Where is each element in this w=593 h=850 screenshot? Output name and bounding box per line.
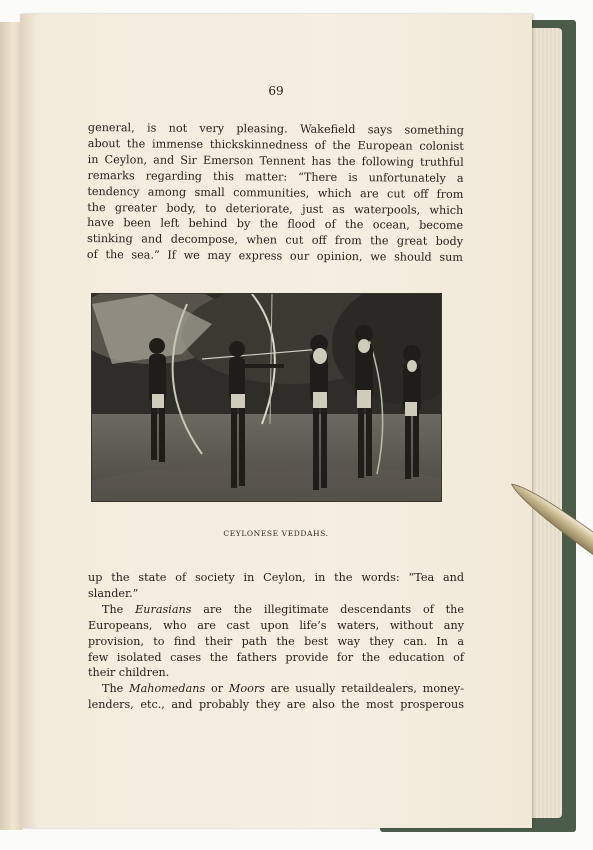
book-page [20, 14, 532, 828]
text-line: provision, to find their path the best way they can. In a [88, 634, 464, 648]
text-line: in Ceylon, and Sir Emerson Tennent has the following truthful [87, 152, 464, 169]
page-number: 69 [268, 84, 284, 98]
text-line: about the immense thickskinnedness of the European colonist [87, 136, 464, 153]
text-line: general, is not very pleasing. Wakefield says something [87, 120, 464, 137]
emphasis-term: Mahomedans [129, 682, 206, 696]
eurasians-first-line [88, 602, 464, 618]
text-line: of the sea.” If we may express our opinion, we should sum [86, 248, 463, 265]
lead-text: The [102, 682, 130, 696]
text-line: stinking and decompose, when cut off from the great body [87, 232, 464, 249]
veddahs-photograph [91, 293, 442, 502]
text-line: Europeans, who are cast upon life’s waters, without any [88, 618, 464, 632]
mahomedans-first-line [88, 681, 464, 697]
emphasis-term: Moors [228, 682, 265, 696]
text-line: up the state of society in Ceylon, in the words: “Tea and [88, 571, 464, 584]
bottom-text [88, 570, 464, 713]
line-rest: are usually retaildealers, money- [264, 682, 464, 696]
text-line: their children. [88, 666, 170, 680]
emphasis-term: Eurasians [135, 602, 192, 616]
text-line: slander.” [88, 586, 139, 600]
lead-text: The [102, 602, 136, 616]
text-line: the greater body, to deteriorate, just as waterpools, which [87, 200, 464, 217]
text-line: have been left behind by the flood of the ocean, become [87, 216, 464, 233]
connector-text: or [205, 682, 229, 696]
line-rest: are the illegitimate descendants of the [191, 602, 464, 616]
top-paragraph [87, 120, 464, 266]
photo-caption: CEYLONESE VEDDAHS. [223, 529, 329, 538]
text-line: remarks regarding this matter: “There is unfortunately a [87, 168, 464, 185]
text-line: tendency among small communities, which are cut off from [87, 184, 464, 201]
text-line: lenders, etc., and probably they are also the most prosperous [88, 698, 464, 712]
facing-page-edge [0, 22, 22, 830]
text-line: few isolated cases the fathers provide for the education of [88, 650, 464, 664]
